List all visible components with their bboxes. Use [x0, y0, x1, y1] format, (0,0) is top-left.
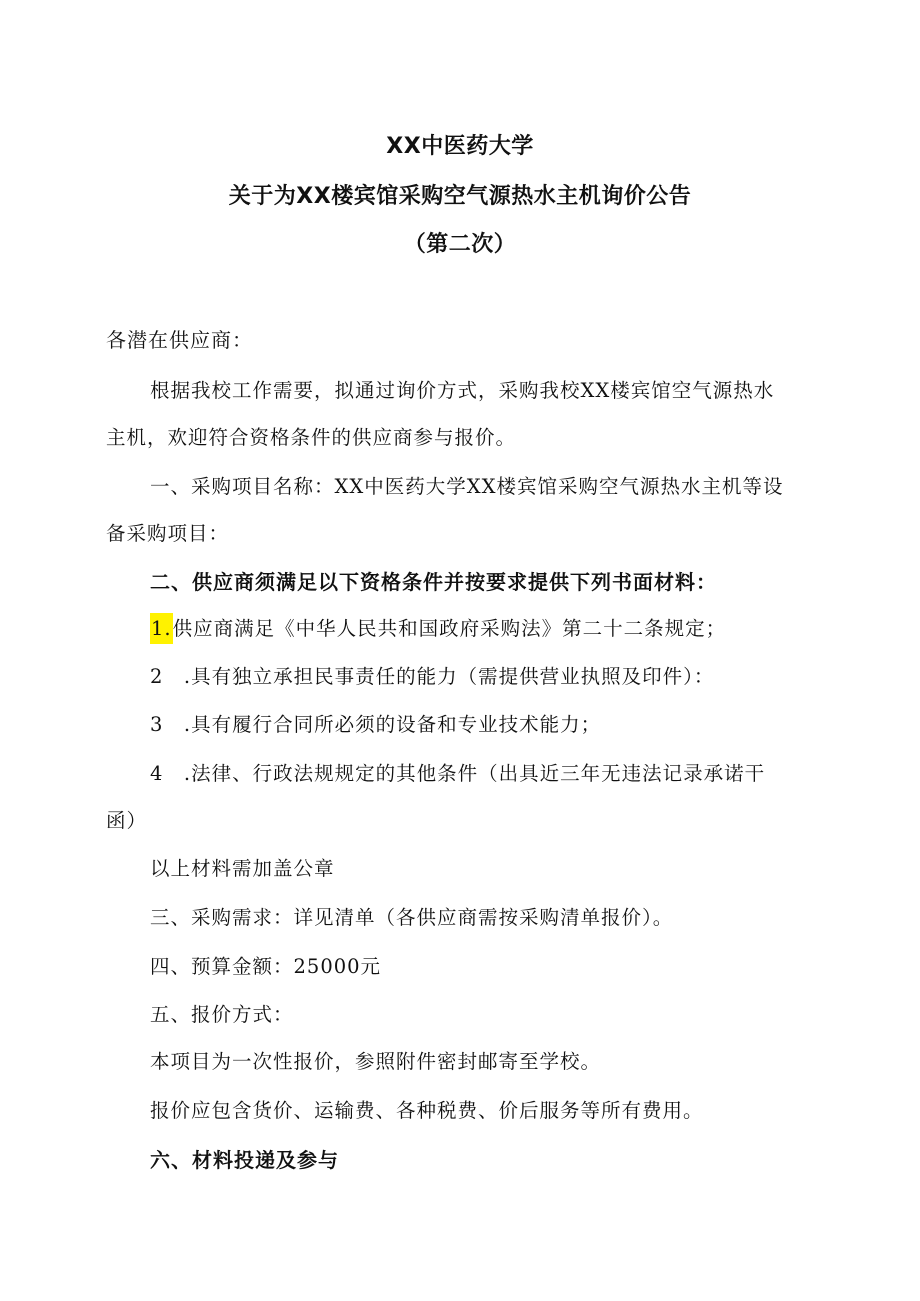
edition-label: （第二次） [403, 232, 517, 257]
requirement-1-text: 供应商满足《中华人民共和国政府采购法》第二十二条规定； [172, 617, 727, 640]
item-1-line-2: 备采购项目： [106, 522, 230, 545]
item-5-text-2: 报价应包含货价、运输费、各种税费、价后服务等所有费用。 [150, 1099, 704, 1122]
requirement-2: 2 .具有独立承担民事责任的能力（需提供营业执照及印件）： [150, 665, 715, 688]
requirement-4-line-2: 函） [106, 809, 148, 832]
university-title: XX中医药大学 [386, 134, 534, 159]
requirement-1-number: 1. [150, 613, 173, 644]
salutation: 各潜在供应商： [106, 328, 253, 352]
requirement-3: 3 .具有履行合同所必须的设备和专业技术能力； [150, 713, 602, 736]
seal-note: 以上材料需加盖公章 [150, 857, 335, 880]
item-5: 五、报价方式： [150, 1003, 294, 1026]
intro-line-1: 根据我校工作需要，拟通过询价方式，采购我校XX楼宾馆空气源热水 [150, 379, 775, 402]
requirement-1 [150, 614, 726, 644]
item-5-text-1: 本项目为一次性报价，参照附件密封邮寄至学校。 [150, 1050, 602, 1073]
item-1-line-1: 一、采购项目名称：XX中医药大学XX楼宾馆采购空气源热水主机等设 [150, 475, 784, 498]
intro-line-2: 主机，欢迎符合资格条件的供应商参与报价。 [106, 426, 517, 449]
item-2-heading: 二、供应商须满足以下资格条件并按要求提供下列书面材料： [150, 570, 717, 594]
requirement-4-line-1: 4 .法律、行政法规规定的其他条件（出具近三年无违法记录承诺干 [150, 762, 766, 785]
item-4: 四、预算金额：25000元 [150, 955, 382, 978]
item-6-heading: 六、材料投递及参与 [150, 1148, 339, 1172]
notice-title: 关于为XX楼宾馆采购空气源热水主机询价公告 [228, 184, 692, 209]
item-3: 三、采购需求：详见清单（各供应商需按采购清单报价）。 [150, 906, 674, 929]
